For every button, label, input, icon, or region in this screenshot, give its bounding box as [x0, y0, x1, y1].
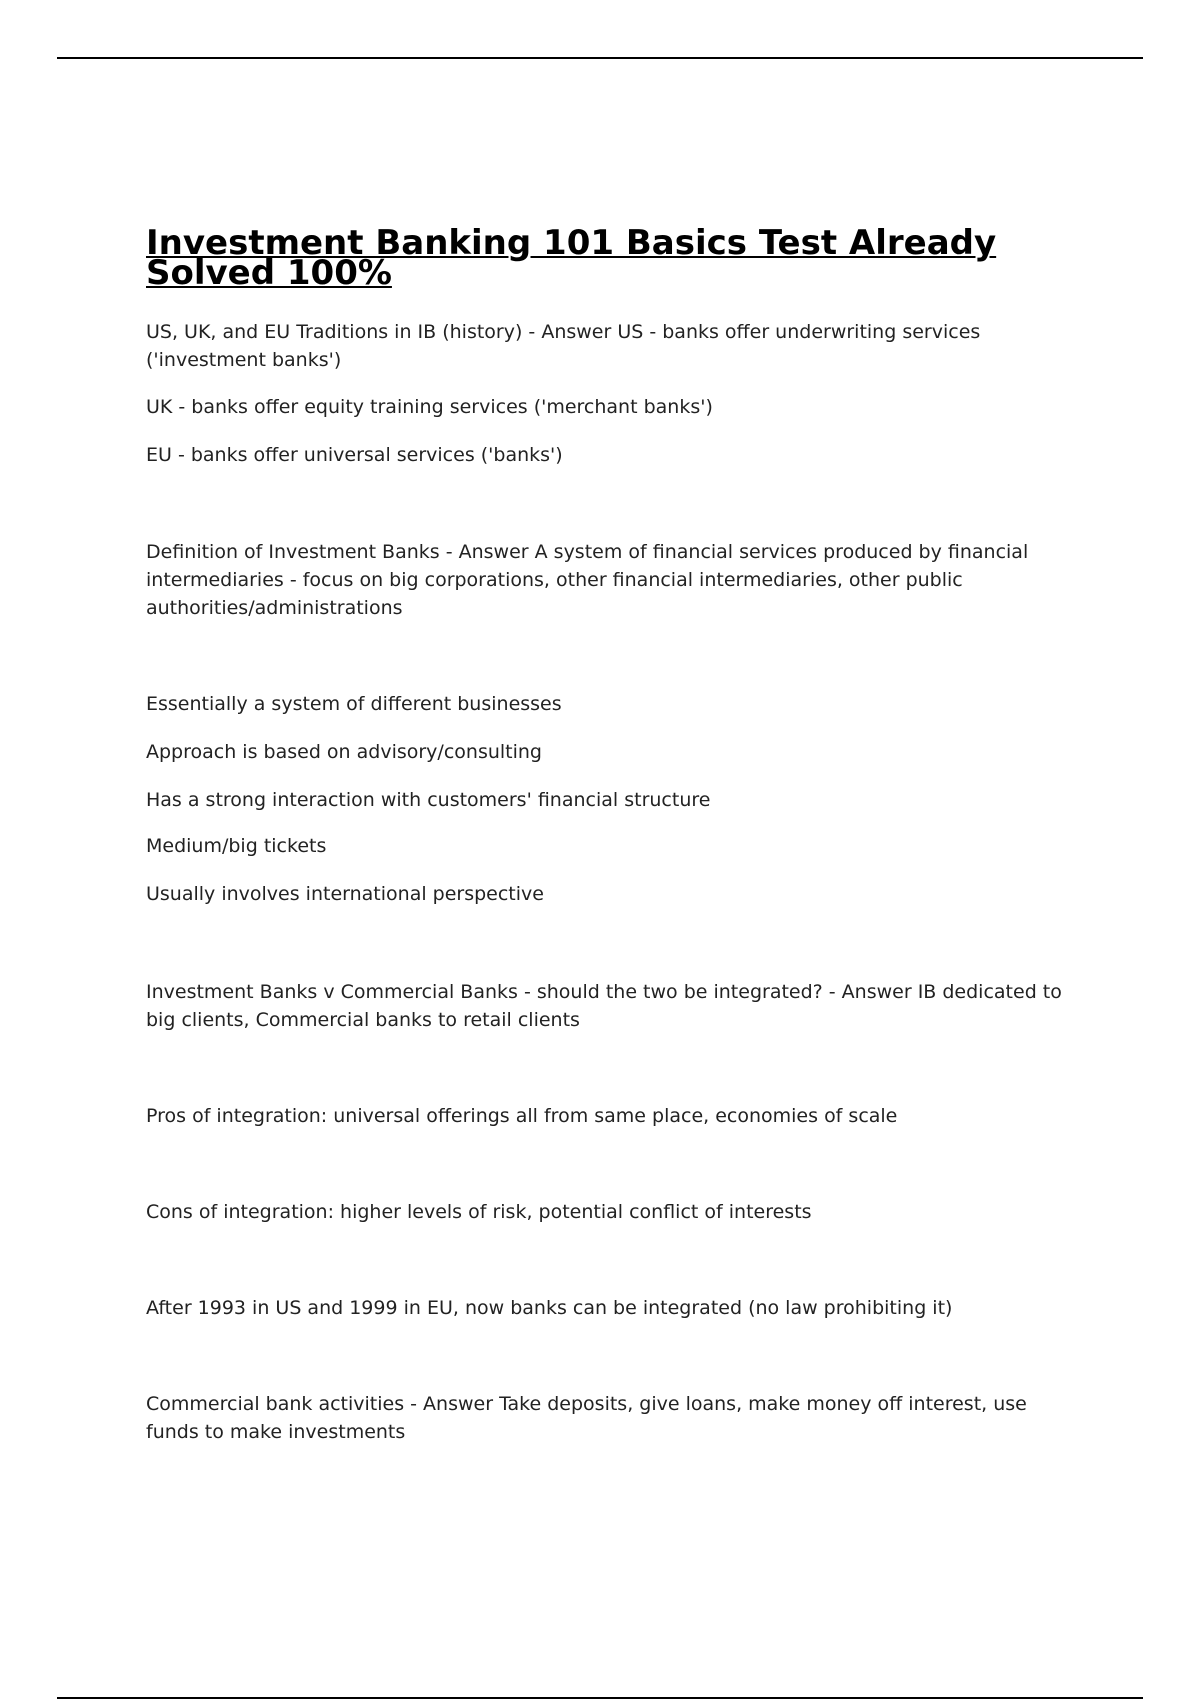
paragraph-tickets: Medium/big tickets	[146, 835, 327, 857]
paragraph-ib-traditions: US, UK, and EU Traditions in IB (history) - Answer US - banks offer underwriting services ('investment banks')	[146, 321, 981, 371]
paragraph-commercial-activities: Commercial bank activities - Answer Take deposits, give loans, make money off interest, use funds to make investments	[146, 1393, 1027, 1443]
paragraph-uk-banks: UK - banks offer equity training services ('merchant banks')	[146, 396, 713, 418]
paragraph-after-1993: After 1993 in US and 1999 in EU, now banks can be integrated (no law prohibiting it)	[146, 1297, 953, 1319]
paragraph-ib-vs-commercial: Investment Banks v Commercial Banks - should the two be integrated? - Answer IB dedicated to big clients, Commercial banks to retail clients	[146, 981, 1062, 1031]
paragraph-cons-integration: Cons of integration: higher levels of risk, potential conflict of interests	[146, 1201, 812, 1223]
paragraph-pros-integration: Pros of integration: universal offerings all from same place, economies of scale	[146, 1105, 898, 1127]
paragraph-eu-banks: EU - banks offer universal services ('banks')	[146, 444, 563, 466]
paragraph-advisory: Approach is based on advisory/consulting	[146, 741, 542, 763]
paragraph-financial-structure: Has a strong interaction with customers' financial structure	[146, 789, 711, 811]
document-title: Investment Banking 101 Basics Test Already Solved 100%	[146, 223, 997, 293]
paragraph-international: Usually involves international perspective	[146, 883, 544, 905]
header-rule	[57, 57, 1143, 59]
paragraph-definition: Definition of Investment Banks - Answer A system of financial services produced by financial intermediaries - focus on big corporations, other financial intermediaries, other public authorities/administrations	[146, 541, 1029, 619]
paragraph-system-businesses: Essentially a system of different businesses	[146, 693, 562, 715]
footer-rule	[57, 1697, 1143, 1699]
